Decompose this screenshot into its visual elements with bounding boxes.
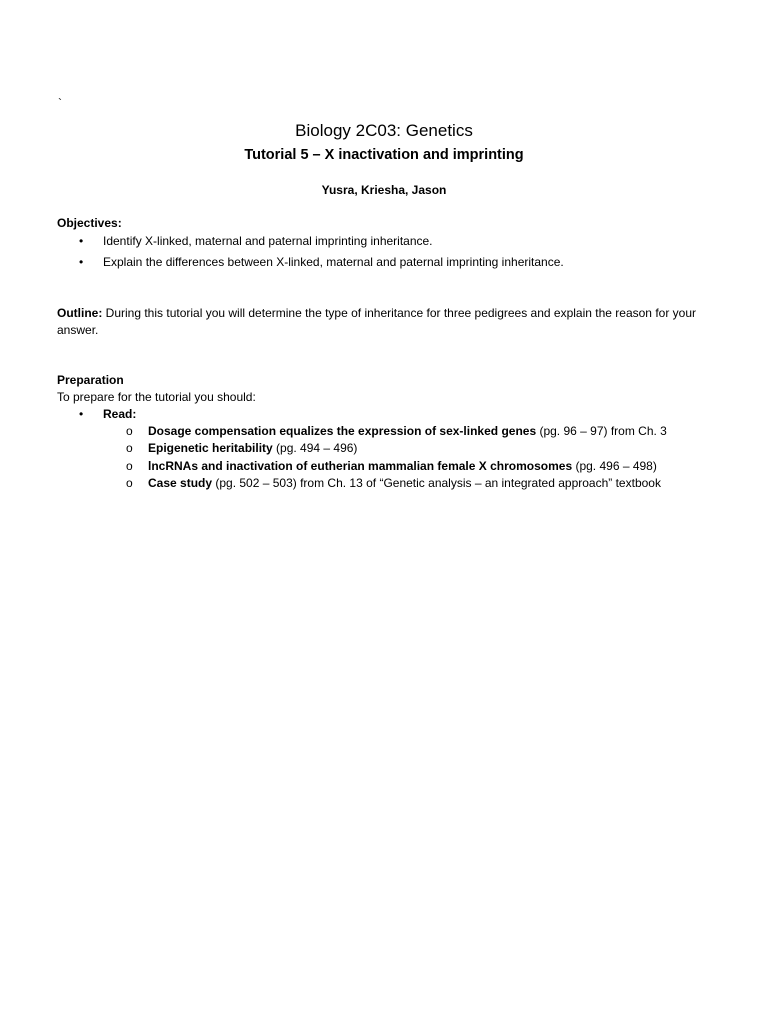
preparation-heading: Preparation xyxy=(57,373,124,387)
reading-text xyxy=(148,458,657,475)
objective-text: Identify X-linked, maternal and paternal imprinting inheritance. xyxy=(103,234,433,248)
sub-bullet-icon: o xyxy=(126,476,133,490)
reading-pages: (pg. 496 – 498) xyxy=(572,459,657,473)
reading-pages: (pg. 96 – 97) from Ch. 3 xyxy=(536,424,667,438)
objectives-heading: Objectives: xyxy=(57,216,122,230)
outline-paragraph xyxy=(57,305,727,339)
outline-text: During this tutorial you will determine the type of inheritance for three pedigrees and explain the reason for your answer. xyxy=(57,306,696,337)
read-label: Read: xyxy=(103,407,137,421)
reading-title: lncRNAs and inactivation of eutherian mammalian female X chromosomes xyxy=(148,459,573,473)
outline-label: Outline: xyxy=(57,306,103,320)
reading-title: Epigenetic heritability xyxy=(148,441,273,455)
reading-title: Dosage compensation equalizes the expression of sex-linked genes xyxy=(148,424,537,438)
reading-text xyxy=(148,475,661,492)
bullet-icon: • xyxy=(79,255,84,269)
document-title: Biology 2C03: Genetics xyxy=(295,121,473,140)
document-subtitle: Tutorial 5 – X inactivation and imprinting xyxy=(244,147,524,163)
authors-line: Yusra, Kriesha, Jason xyxy=(321,183,447,197)
sub-bullet-icon: o xyxy=(126,424,133,438)
reading-pages: (pg. 502 – 503) from Ch. 13 of “Genetic analysis – an integrated approach” textbook xyxy=(212,476,661,490)
reading-text xyxy=(148,440,357,457)
objective-text: Explain the differences between X-linked, maternal and paternal imprinting inheritance. xyxy=(103,255,564,269)
preparation-intro: To prepare for the tutorial you should: xyxy=(57,390,256,404)
reading-text xyxy=(148,423,667,440)
reading-pages: (pg. 494 – 496) xyxy=(272,441,358,455)
bullet-icon: • xyxy=(79,407,84,421)
bullet-icon: • xyxy=(79,234,84,248)
reading-title: Case study xyxy=(148,476,213,490)
sub-bullet-icon: o xyxy=(126,441,133,455)
sub-bullet-icon: o xyxy=(126,459,133,473)
stray-tick-mark: ` xyxy=(58,96,62,110)
